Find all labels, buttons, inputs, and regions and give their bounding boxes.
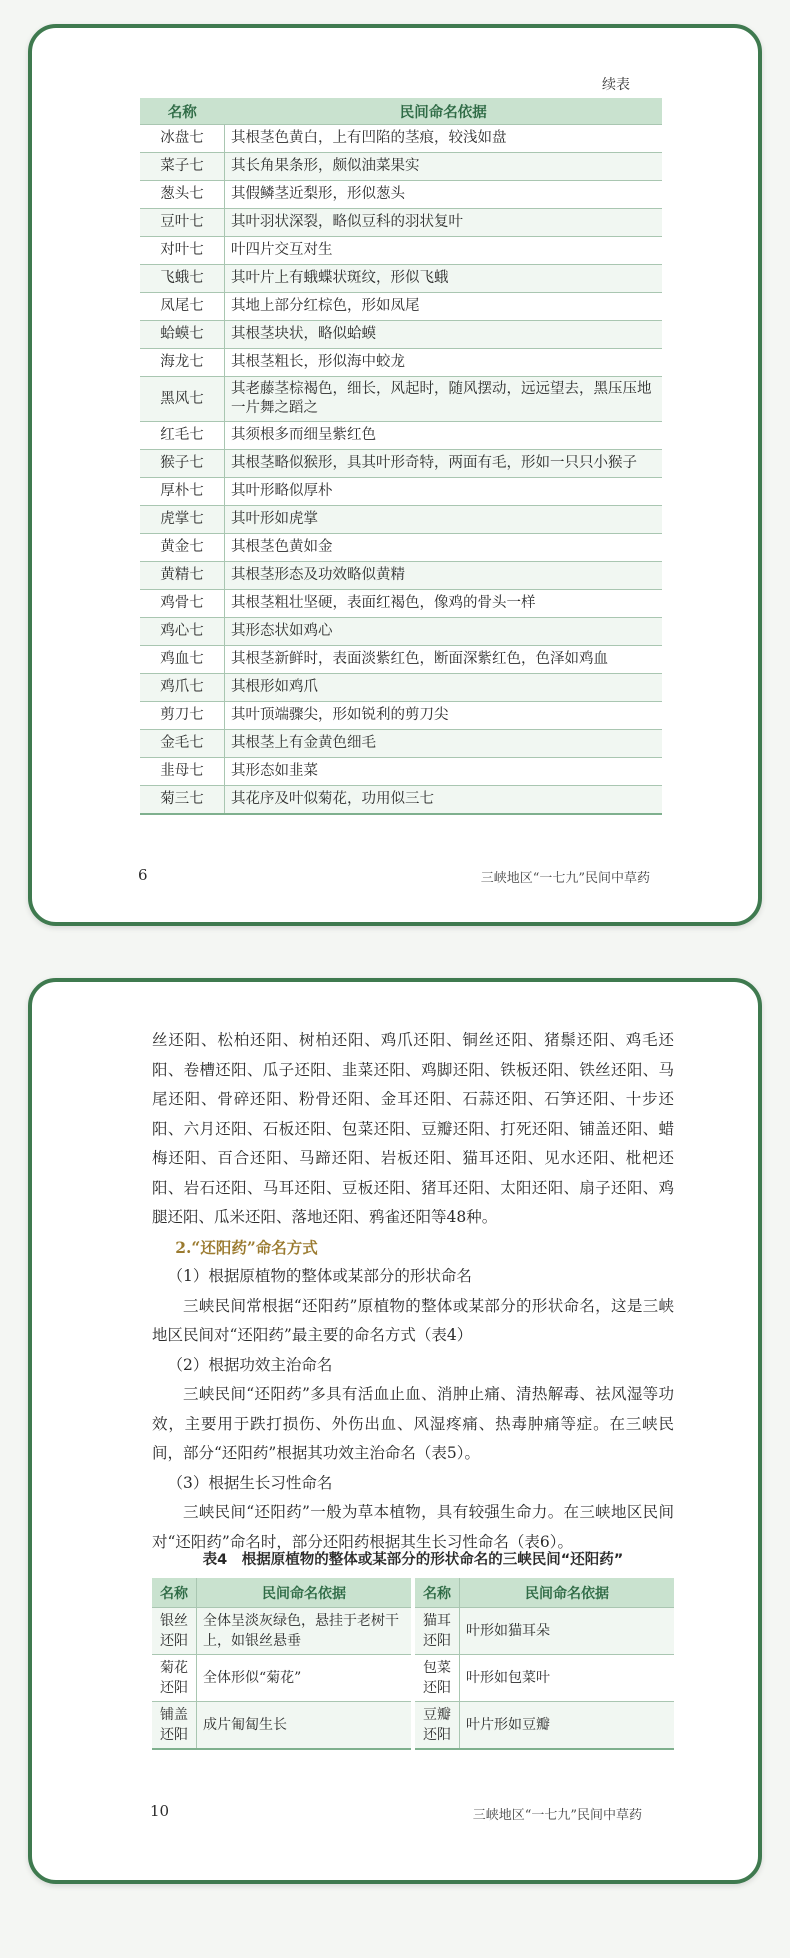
table-row <box>152 1655 411 1702</box>
column-header-name: 名称 <box>152 1578 197 1608</box>
naming-basis: 其根茎色黄白，上有凹陷的茎痕，较浅如盘 <box>225 125 663 153</box>
naming-basis: 其根茎新鲜时，表面淡紫红色，断面深紫红色，色泽如鸡血 <box>225 646 663 674</box>
subheading-efficacy: （2）根据功效主治命名 <box>167 1355 333 1374</box>
herb-name: 厚朴七 <box>140 478 225 506</box>
herb-name: 剪刀七 <box>140 702 225 730</box>
herb-name: 飞蛾七 <box>140 265 225 293</box>
table-row <box>140 674 662 702</box>
column-header-name: 名称 <box>415 1578 460 1608</box>
table-row <box>415 1608 674 1655</box>
column-header-basis: 民间命名依据 <box>460 1578 675 1608</box>
naming-basis: 叶片形如豆瓣 <box>460 1702 675 1750</box>
table-row <box>140 209 662 237</box>
naming-basis: 其根茎色黄如金 <box>225 534 663 562</box>
naming-basis: 其叶形略似厚朴 <box>225 478 663 506</box>
section-heading: 2.“还阳药”命名方式 <box>175 1237 318 1257</box>
herb-name: 凤尾七 <box>140 293 225 321</box>
naming-basis: 其叶顶端骤尖，形如锐利的剪刀尖 <box>225 702 663 730</box>
naming-basis: 其叶形如虎掌 <box>225 506 663 534</box>
table-row <box>152 1608 411 1655</box>
herb-name: 黄精七 <box>140 562 225 590</box>
table-row <box>140 478 662 506</box>
table-row <box>140 181 662 209</box>
naming-basis: 其根茎略似猴形，具其叶形奇特，两面有毛，形如一只只小猴子 <box>225 450 663 478</box>
naming-table <box>140 98 662 815</box>
table-row <box>415 1655 674 1702</box>
table-row <box>140 618 662 646</box>
herb-name: 包菜还阳 <box>415 1655 460 1702</box>
table-row <box>415 1702 674 1750</box>
table-header-row <box>152 1578 411 1608</box>
naming-basis: 其老藤茎棕褐色，细长，风起时，随风摆动，远远望去，黑压压地一片舞之蹈之 <box>225 377 663 422</box>
table-row <box>140 730 662 758</box>
herb-name: 菜子七 <box>140 153 225 181</box>
paragraph-efficacy: 三峡民间“还阳药”多具有活血止血、消肿止痛、清热解毒、祛风湿等功效，主要用于跌打损伤、外伤出血、风湿疼痛、热毒肿痛等症。在三峡民间，部分“还阳药”根据其功效主治命名（表5）。 <box>152 1385 674 1462</box>
table-row <box>140 349 662 377</box>
paragraph-shape: 三峡民间常根据“还阳药”原植物的整体或某部分的形状命名，这是三峡地区民间对“还阳药”最主要的命名方式（表4） <box>152 1296 674 1344</box>
naming-basis: 全体呈淡灰绿色，悬挂于老树干上，如银丝悬垂 <box>197 1608 412 1655</box>
naming-basis: 其叶羽状深裂，略似豆科的羽状复叶 <box>225 209 663 237</box>
naming-basis: 其根茎粗壮坚硬，表面红褐色，像鸡的骨头一样 <box>225 590 663 618</box>
table-row <box>140 237 662 265</box>
naming-basis: 叶形如包菜叶 <box>460 1655 675 1702</box>
table-4-right <box>415 1578 674 1750</box>
table-row <box>140 534 662 562</box>
herb-name: 鸡爪七 <box>140 674 225 702</box>
herb-name: 冰盘七 <box>140 125 225 153</box>
table-row <box>140 321 662 349</box>
herb-name: 金毛七 <box>140 730 225 758</box>
naming-basis: 其根茎形态及功效略似黄精 <box>225 562 663 590</box>
herb-name: 虎掌七 <box>140 506 225 534</box>
herb-name: 蛤蟆七 <box>140 321 225 349</box>
table-row <box>140 506 662 534</box>
herb-name: 黑风七 <box>140 377 225 422</box>
naming-basis: 叶四片交互对生 <box>225 237 663 265</box>
table-4 <box>152 1578 674 1750</box>
table-row <box>140 590 662 618</box>
column-header-name: 名称 <box>140 98 225 125</box>
herb-name: 银丝还阳 <box>152 1608 197 1655</box>
table-row <box>140 646 662 674</box>
naming-basis: 全体形似“菊花” <box>197 1655 412 1702</box>
herb-name: 鸡心七 <box>140 618 225 646</box>
column-header-basis: 民间命名依据 <box>197 1578 412 1608</box>
herb-name: 鸡血七 <box>140 646 225 674</box>
naming-basis: 成片匍匐生长 <box>197 1702 412 1750</box>
subheading-growth: （3）根据生长习性命名 <box>167 1473 333 1492</box>
herb-name: 韭母七 <box>140 758 225 786</box>
table-row <box>140 377 662 422</box>
table-row <box>140 153 662 181</box>
herb-name: 鸡骨七 <box>140 590 225 618</box>
running-title: 三峡地区“一七九”民间中草药 <box>480 871 650 886</box>
intro-paragraph: 丝还阳、松柏还阳、树柏还阳、鸡爪还阳、铜丝还阳、猪鬃还阳、鸡毛还阳、卷槽还阳、瓜子还阳、韭菜还阳、鸡脚还阳、铁板还阳、铁丝还阳、马尾还阳、骨碎还阳、粉骨还阳、金耳还阳、石蒜还阳、石笋还阳、十步还阳、六月还阳、石板还阳、包菜还阳、豆瓣还阳、打死还阳、铺盖还阳、蜡梅还阳、百合还阳、马蹄还阳、岩板还阳、猫耳还阳、见水还阳、枇杷还阳、岩石还阳、马耳还阳、豆板还阳、猪耳还阳、太阳还阳、扇子还阳、鸡腿还阳、瓜米还阳、落地还阳、鸦雀还阳等48种。 <box>152 1031 674 1226</box>
paragraph-growth: 三峡民间“还阳药”一般为草本植物，具有较强生命力。在三峡地区民间对“还阳药”命名时，部分还阳药根据其生长习性命名（表6）。 <box>152 1503 674 1551</box>
herb-name: 菊三七 <box>140 786 225 815</box>
subheading-shape: （1）根据原植物的整体或某部分的形状命名 <box>167 1267 472 1285</box>
naming-basis: 其地上部分红棕色，形如凤尾 <box>225 293 663 321</box>
table-header-row <box>415 1578 674 1608</box>
herb-name: 对叶七 <box>140 237 225 265</box>
naming-basis: 其须根多而细呈紫红色 <box>225 422 663 450</box>
table-caption: 表4 根据原植物的整体或某部分的形状命名的三峡民间“还阳药” <box>202 1552 624 1568</box>
running-title: 三峡地区“一七九”民间中草药 <box>472 1808 642 1823</box>
table-row <box>140 758 662 786</box>
table-row <box>140 293 662 321</box>
table-row <box>140 422 662 450</box>
table-row <box>140 702 662 730</box>
table-row <box>152 1702 411 1750</box>
naming-basis: 其根形如鸡爪 <box>225 674 663 702</box>
naming-basis: 其根茎上有金黄色细毛 <box>225 730 663 758</box>
book-page-10 <box>28 978 762 1884</box>
naming-basis: 其叶片上有蛾蝶状斑纹，形似飞蛾 <box>225 265 663 293</box>
table-row <box>140 562 662 590</box>
table-4-left <box>152 1578 411 1750</box>
naming-basis: 其假鳞茎近梨形，形似葱头 <box>225 181 663 209</box>
herb-name: 葱头七 <box>140 181 225 209</box>
herb-name: 黄金七 <box>140 534 225 562</box>
herb-name: 豆瓣还阳 <box>415 1702 460 1750</box>
continued-label: 续表 <box>602 77 630 93</box>
herb-name: 菊花还阳 <box>152 1655 197 1702</box>
page-number: 10 <box>150 1802 170 1820</box>
table-row <box>140 786 662 815</box>
naming-basis: 其根茎块状，略似蛤蟆 <box>225 321 663 349</box>
naming-basis: 其根茎粗长，形似海中蛟龙 <box>225 349 663 377</box>
herb-name: 铺盖还阳 <box>152 1702 197 1750</box>
table-row <box>140 125 662 153</box>
naming-basis: 叶形如猫耳朵 <box>460 1608 675 1655</box>
table-row <box>140 265 662 293</box>
herb-name: 红毛七 <box>140 422 225 450</box>
page-number: 6 <box>138 866 148 884</box>
naming-basis: 其长角果条形，颇似油菜果实 <box>225 153 663 181</box>
naming-basis: 其花序及叶似菊花，功用似三七 <box>225 786 663 815</box>
herb-name: 猫耳还阳 <box>415 1608 460 1655</box>
column-header-basis: 民间命名依据 <box>225 98 663 125</box>
herb-name: 猴子七 <box>140 450 225 478</box>
herb-name: 豆叶七 <box>140 209 225 237</box>
table-header-row <box>140 98 662 125</box>
book-page-6 <box>28 24 762 926</box>
naming-basis: 其形态如韭菜 <box>225 758 663 786</box>
body-text <box>152 1026 674 1557</box>
herb-name: 海龙七 <box>140 349 225 377</box>
table-row <box>140 450 662 478</box>
naming-basis: 其形态状如鸡心 <box>225 618 663 646</box>
